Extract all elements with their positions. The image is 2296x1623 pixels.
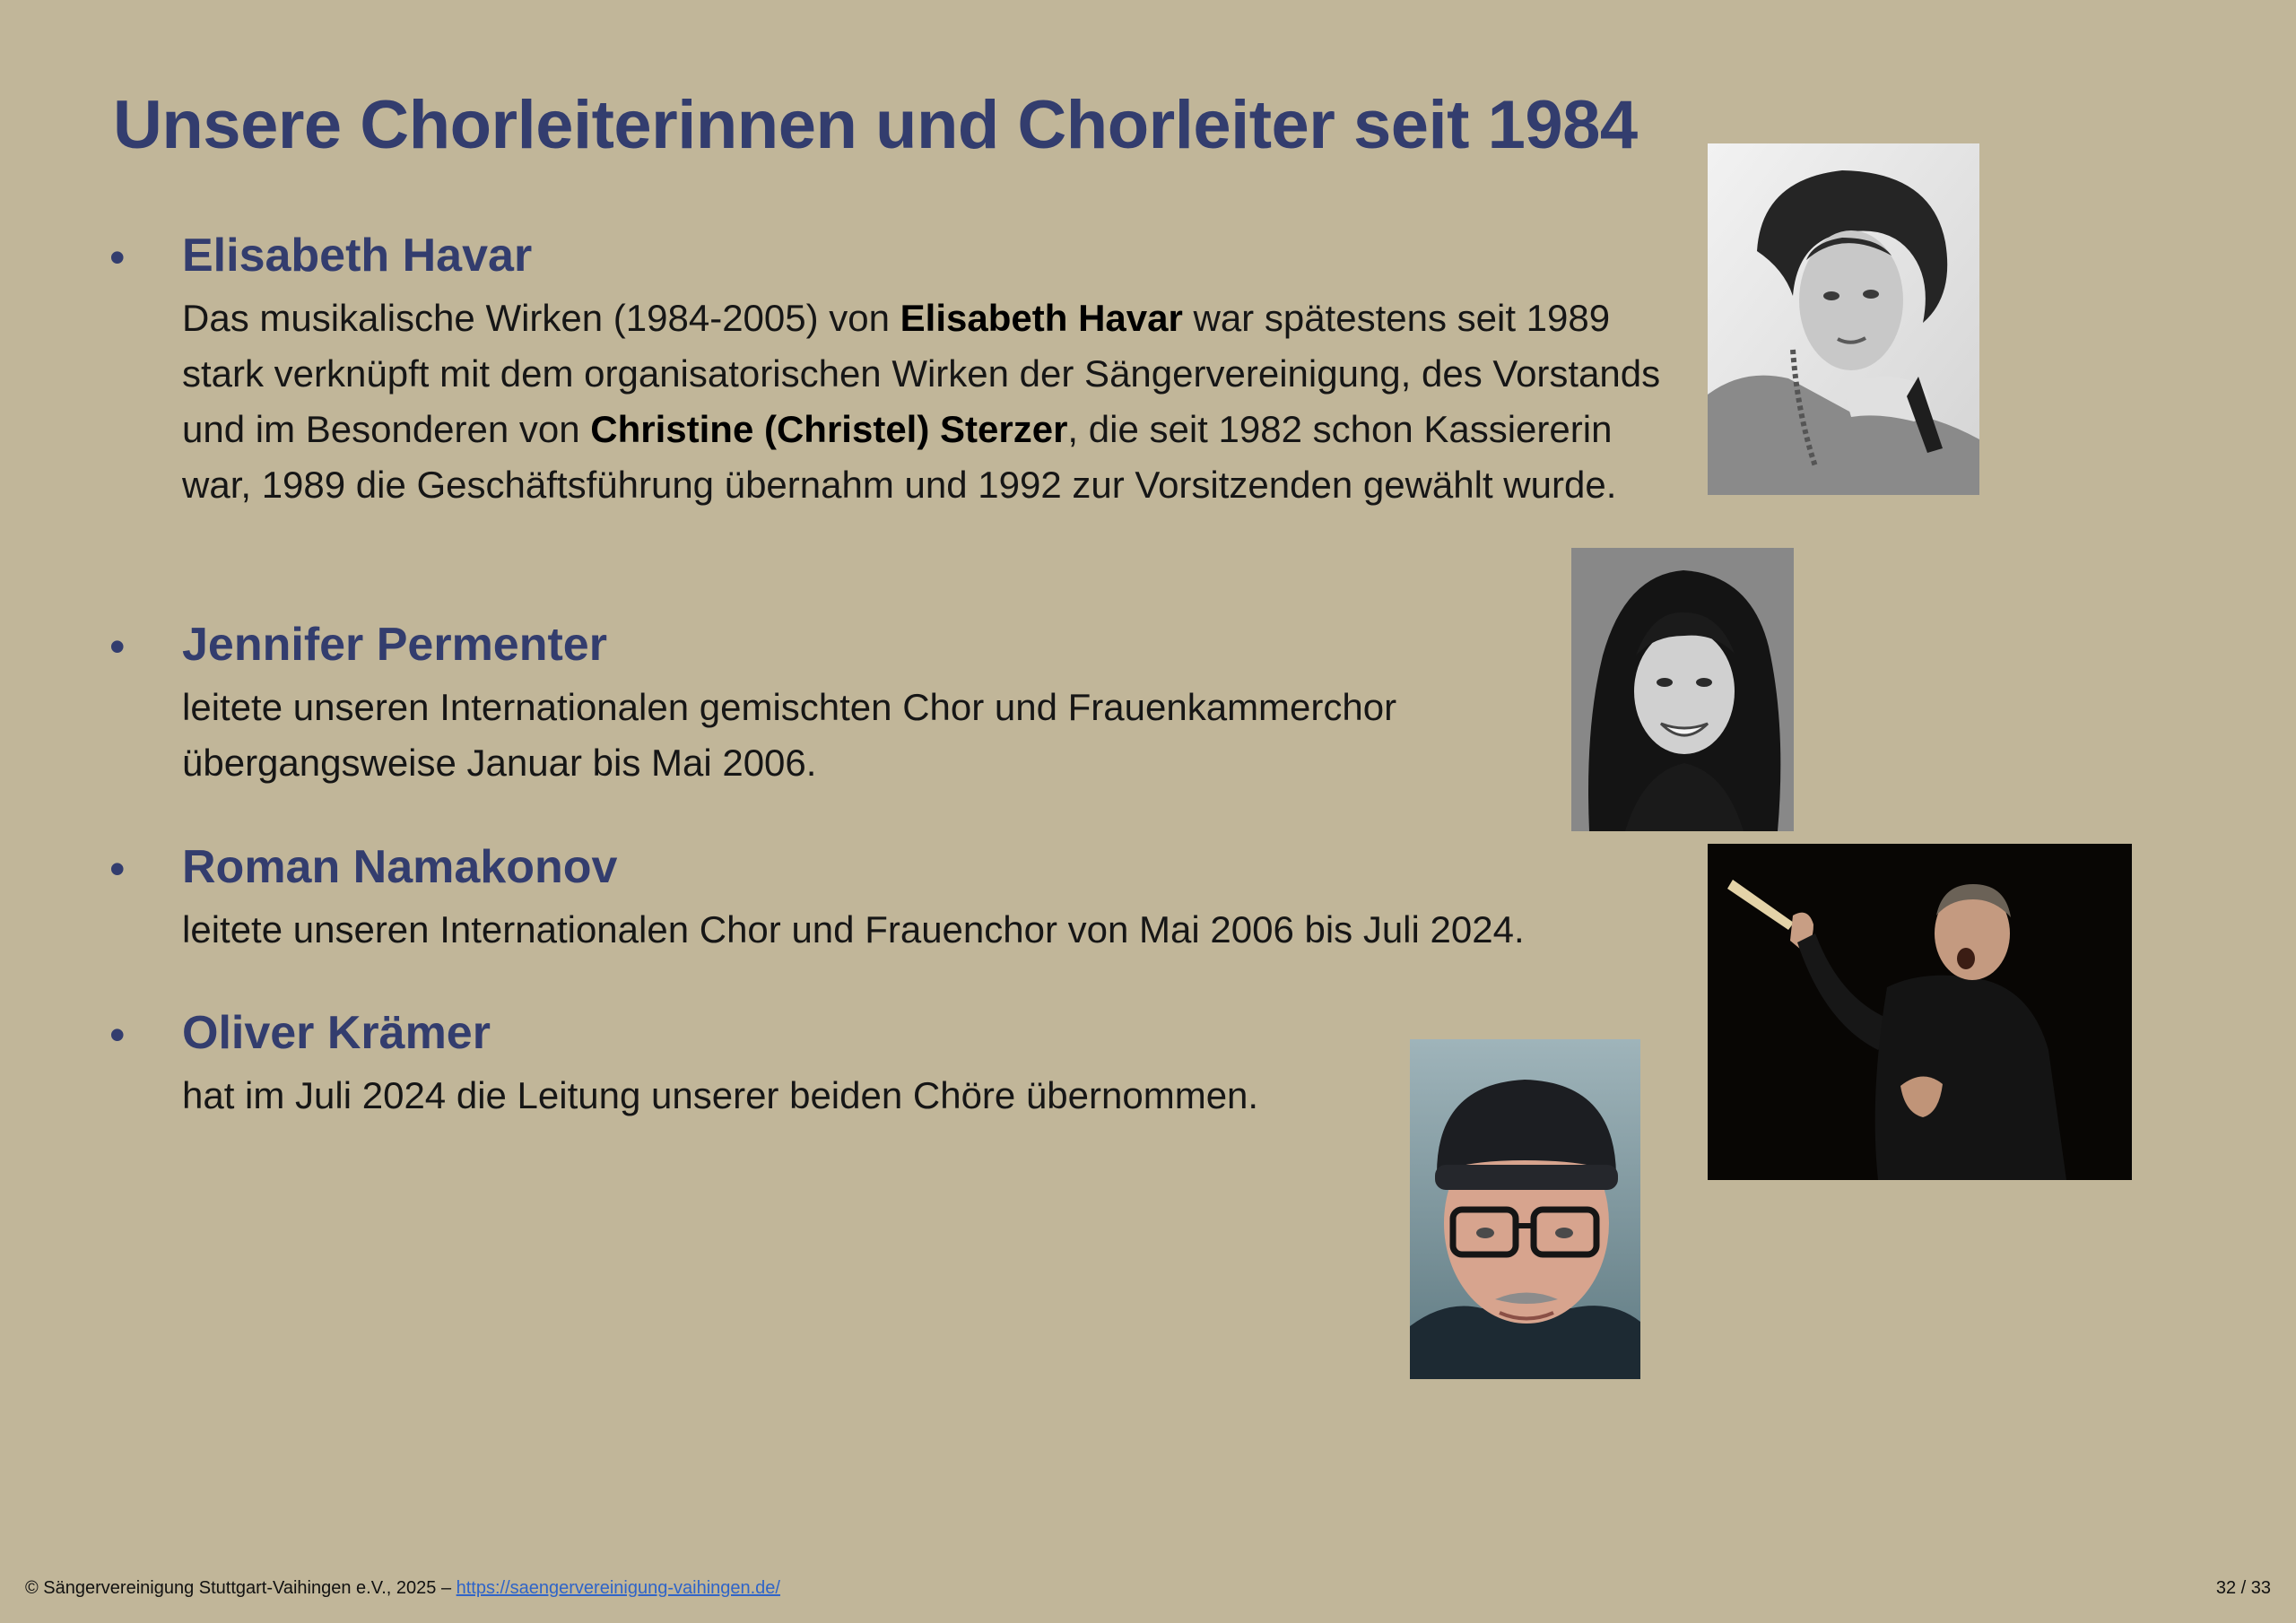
website-link[interactable]: https://saengervereinigung-vaihingen.de/ bbox=[456, 1578, 780, 1598]
bullet-marker: • bbox=[109, 621, 126, 672]
person-name-roman-namakonov: Roman Namakonov bbox=[182, 841, 618, 893]
footer-copyright bbox=[25, 1578, 780, 1599]
page-number: 32 / 33 bbox=[2215, 1578, 2271, 1598]
person-name-elisabeth-havar: Elisabeth Havar bbox=[182, 230, 533, 282]
bullet-marker: • bbox=[109, 1010, 126, 1060]
person-description-elisabeth-havar: Das musikalische Wirken (1984-2005) von Elisabeth Havar war spätestens seit 1989 stark verknüpft mit dem organisatorischen Wirken der Sängervereinigung, des Vorstands und im Besonderen von Christine (Christel) Sterzer, die seit 1982 schon Kassiererin war, 1989 die Geschäftsführung übernahm und 1992 zur Vorsitzenden gewählt wurde. bbox=[182, 297, 1661, 506]
highlight-christine-sterzer: Christine (Christel) Sterzer bbox=[590, 408, 1068, 450]
portrait-photo-jennifer-permenter bbox=[1571, 548, 1794, 831]
person-description-oliver-kraemer: hat im Juli 2024 die Leitung unserer beiden Chöre übernommen. bbox=[182, 1074, 1259, 1116]
slide-title: Unsere Chorleiterinnen und Chorleiter seit 1984 bbox=[113, 87, 1638, 163]
person-name-oliver-kraemer: Oliver Krämer bbox=[182, 1007, 491, 1059]
portrait-photo-roman-namakonov bbox=[1708, 844, 2132, 1180]
highlight-elisabeth-havar: Elisabeth Havar bbox=[900, 297, 1183, 339]
portrait-photo-elisabeth-havar bbox=[1708, 143, 1979, 495]
portrait-photo-oliver-kraemer bbox=[1410, 1039, 1640, 1379]
bullet-marker: • bbox=[109, 844, 126, 894]
copyright-text: © Sängervereinigung Stuttgart-Vaihingen e.V., 2025 – bbox=[25, 1578, 457, 1598]
bullet-marker: • bbox=[109, 232, 126, 282]
person-description-roman-namakonov: leitete unseren Internationalen Chor und Frauenchor von Mai 2006 bis Juli 2024. bbox=[182, 908, 1525, 950]
person-name-jennifer-permenter: Jennifer Permenter bbox=[182, 619, 607, 671]
person-description-jennifer-permenter: leitete unseren Internationalen gemischten Chor und Frauenkammerchor übergangsweise Januar bis Mai 2006. bbox=[182, 686, 1397, 784]
